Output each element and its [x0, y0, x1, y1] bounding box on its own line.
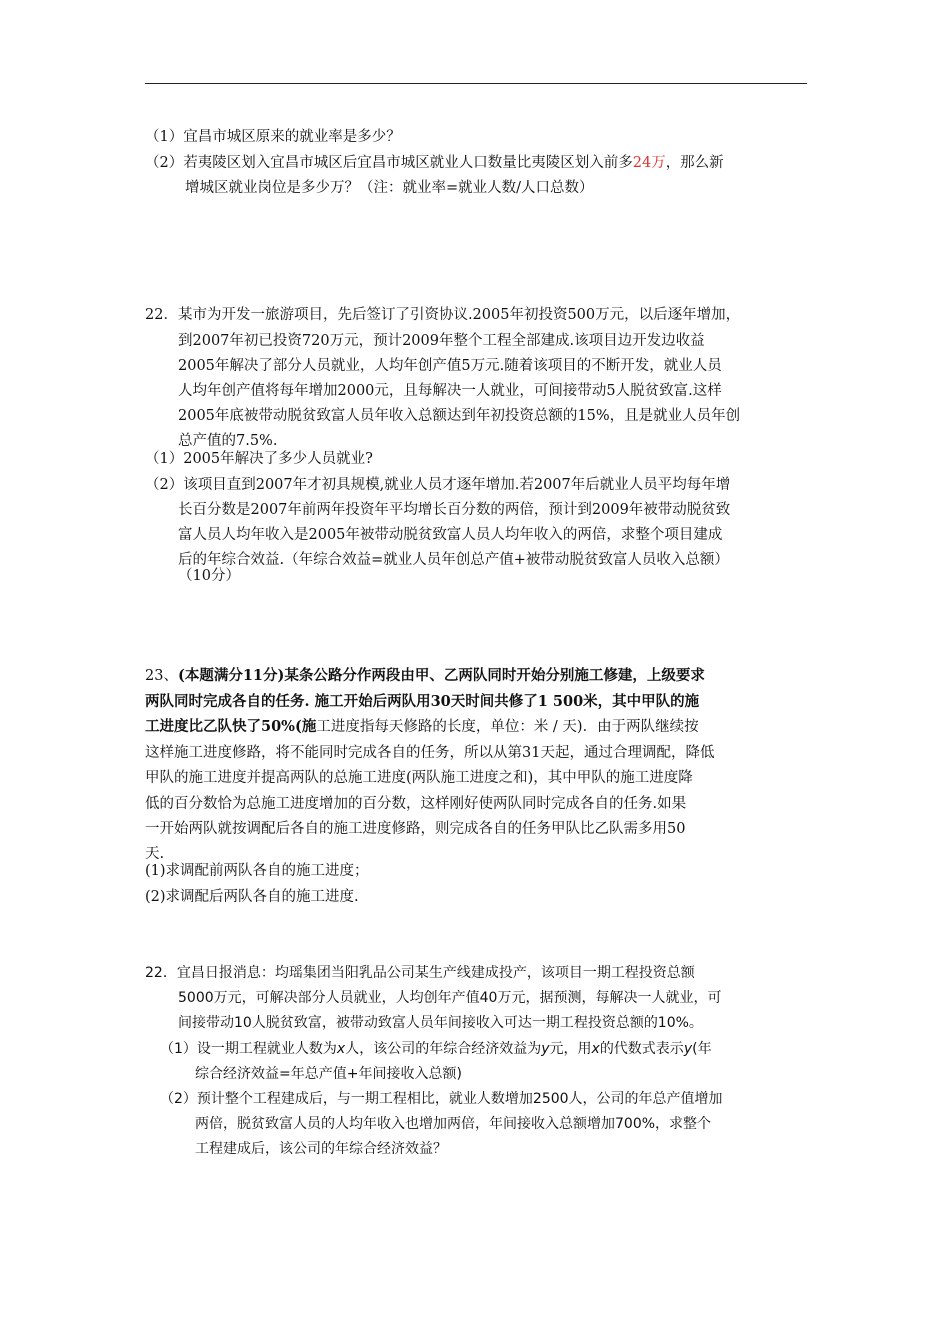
problem-22a-line: 2005年底被带动脱贫致富人员年收入总额达到年初投资总额的15%，且是就业人员年创 — [178, 408, 741, 424]
problem-22a-line: 到2007年初已投资720万元，预计2009年整个工程全部建成.该项目边开发边收益 — [178, 333, 705, 349]
q1-text: 的代数式表示 — [599, 1041, 684, 1057]
problem-23-line: 一开始两队就按调配后各自的施工进度修路，则完成各自的任务甲队比乙队需多用50 — [145, 821, 686, 837]
problem-23-number: 23、 — [145, 668, 178, 684]
problem-23-q2: (2)求调配后两队各自的施工进度. — [145, 889, 359, 905]
problem-22a-line: 人均年创产值将每年增加2000元，且每解决一人就业，可间接带动5人脱贫致富.这样 — [178, 383, 722, 399]
question-2-text: （2）若夷陵区划入宜昌市城区后宜昌市城区就业人口数量比夷陵区划入前多 — [145, 155, 633, 171]
problem-23-line: 低的百分数恰为总施工进度增加的百分数，这样刚好使两队同时完成各自的任务.如果 — [145, 796, 687, 812]
problem-23-bold: 工进度比乙队快了50%(施 — [145, 718, 317, 735]
problem-23-bold: (本题满分11分)某条公路分作两段由甲、乙两队同时开始分别施工修建，上级要求 — [177, 667, 705, 684]
problem-22a-line: 2005年解决了部分人员就业，人均年创产值5万元.随着该项目的不断开发，就业人员 — [178, 358, 722, 374]
problem-23-line: 两队同时完成各自的任务. 施工开始后两队用30天时间共修了1 500米，其中甲队的施 — [145, 693, 700, 710]
problem-22b-line: 间接带动10人脱贫致富，被带动致富人员年间接收入可达一期工程投资总额的10%。 — [178, 1015, 703, 1031]
problem-22a-q2-cont: 富人员人均年收入是2005年被带动脱贫致富人员人均年收入的两倍，求整个项目建成 — [178, 527, 723, 543]
problem-22a-line: 22．某市为开发一旅游项目，先后签订了引资协议.2005年初投资500万元，以后逐年增加， — [145, 307, 741, 323]
problem-22b-q2-cont: 两倍，脱贫致富人员的人均年收入也增加两倍，年间接收入总额增加700%，求整个 — [195, 1116, 712, 1132]
question-2 — [145, 153, 724, 173]
q1-text: (年 — [692, 1041, 712, 1057]
problem-23-text: 工进度指每天修路的长度，单位：米 / 天)．由于两队继续按 — [316, 719, 699, 735]
problem-23-q1: (1)求调配前两队各自的施工进度； — [145, 863, 369, 879]
var-x: x — [336, 1041, 346, 1057]
question-2-tail: ，那么新 — [665, 155, 724, 171]
problem-23-line — [145, 666, 705, 686]
problem-23-line: 天. — [145, 846, 165, 862]
problem-22b-q2: （2）预计整个工程建成后，与一期工程相比，就业人数增加2500人，公司的年总产值增加 — [160, 1091, 723, 1107]
problem-22b-q1 — [160, 1039, 712, 1059]
highlight-24wan: 24万 — [632, 155, 666, 171]
q1-text: 人，该公司的年综合经济效益为 — [345, 1041, 542, 1057]
problem-22a-q2: （2）该项目直到2007年才初具规模,就业人员才逐年增加.若2007年后就业人员平均每年增 — [145, 477, 731, 493]
problem-22b-q2-cont: 工程建成后，该公司的年综合经济效益？ — [195, 1141, 447, 1157]
var-y: y — [683, 1041, 693, 1057]
problem-22a-q2-cont: 后的年综合效益.（年综合效益=就业人员年创总产值+被带动脱贫致富人员收入总额） — [178, 552, 729, 568]
problem-23-line: 这样施工进度修路，将不能同时完成各自的任务，所以从第31天起，通过合理调配，降低 — [145, 745, 715, 761]
problem-22a-q2-cont: 长百分数是2007年前两年投资年平均增长百分数的两倍，预计到2009年被带动脱贫致 — [178, 502, 731, 518]
question-1: （1）宜昌市城区原来的就业率是多少？ — [145, 129, 401, 145]
problem-22b-line: 22．宜昌日报消息：均瑶集团当阳乳品公司某生产线建成投产，该项目一期工程投资总额 — [145, 965, 695, 981]
problem-22b-line: 5000万元，可解决部分人员就业，人均创年产值40万元，据预测，每解决一人就业，可 — [178, 990, 722, 1006]
q1-text: 元，用 — [549, 1041, 592, 1057]
var-y: y — [541, 1041, 550, 1057]
q1-text: （1）设一期工程就业人数为 — [160, 1041, 337, 1057]
question-2-cont: 增城区就业岗位是多少万？（注：就业率=就业人数/人口总数） — [185, 180, 594, 196]
problem-23-line: 甲队的施工进度并提高两队的总施工进度(两队施工进度之和)，其中甲队的施工进度降 — [145, 770, 693, 786]
var-x: x — [591, 1041, 600, 1057]
problem-22a-q1: （1）2005年解决了多少人员就业? — [145, 451, 373, 467]
problem-22a-score: （10分） — [178, 568, 240, 584]
problem-22b-q1-cont: 综合经济效益=年总产值+年间接收入总额) — [195, 1066, 462, 1082]
problem-22a-line: 总产值的7.5%. — [178, 433, 278, 449]
problem-23-line — [145, 717, 699, 737]
header-rule — [145, 83, 807, 84]
